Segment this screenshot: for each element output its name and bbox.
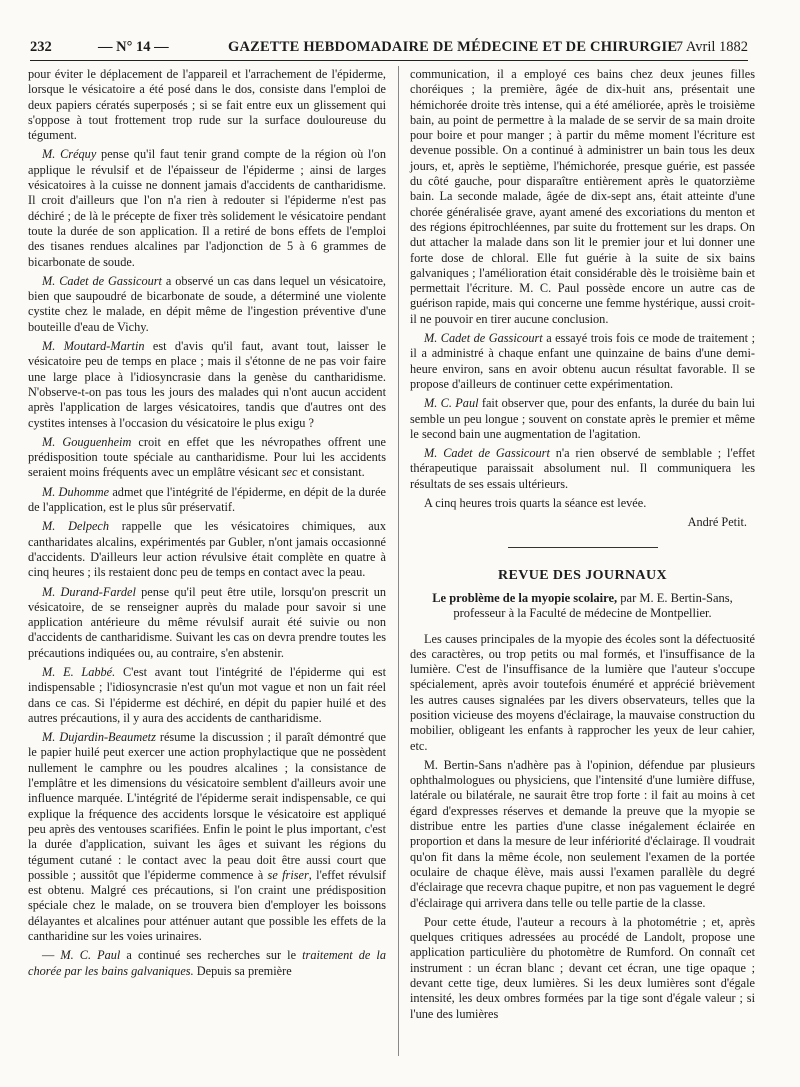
- paragraph: [28, 519, 386, 580]
- speaker-name: M. C. Paul: [424, 396, 479, 411]
- speaker-name: M. Durand-Fardel: [42, 584, 136, 599]
- paragraph: [410, 331, 755, 392]
- paragraph: [28, 585, 386, 661]
- paragraph: Les causes principales de la myopie des écoles sont la défectuosité des caractères, ou trop petits ou mal formés, et l'insuffisance de la lumière. C'est de l'insuffisance de la lumière que l'auteur s'occupe spécialement, après avoir toutefois énuméré et apprécié brièvement les autres causes signalées par les divers observateurs, telles que la position vicieuse des moyens d'éclairage, la mauvaise construction du mobilier, obligeant les enfants à rapprocher les yeux de leur cahier, etc.: [410, 631, 755, 753]
- paragraph: [410, 396, 755, 442]
- journal-title: GAZETTE HEBDOMADAIRE DE MÉDECINE ET DE CHIRURGIE: [228, 39, 678, 55]
- paragraph: [28, 665, 386, 726]
- section-divider: [508, 547, 658, 548]
- paragraph: [28, 730, 386, 944]
- paragraph: [28, 274, 386, 335]
- paragraph-text: pense qu'il peut être utile, lorsqu'on prescrit un vésicatoire, de se renseigner auprès du malade pour savoir si une application antérieure du même révulsif aurait été suivie ou non d'accidents de cantharidisme. Suivant les cas on devra prendre toutes les précautions indiquées ou, au contraire, s'en abstenir.: [28, 584, 387, 660]
- emphasis-text: sec: [281, 465, 298, 480]
- dash: —: [42, 948, 61, 963]
- paragraph-text: résume la discussion ; il paraît démontré que le papier huilé peut exercer une action prophylactique que ne possèdent nullement le camphre ou les poudres alcalines ; la consistance de l'emplâtre et les dimensions du vésicatoire semblent d'ailleurs avoir une influence marquée. L'intégrité de l'épiderme serait indispensable, ce qui explique la fréquence des accidents lorsque le vésicatoire est appliqué peu après des ventouses scarifiées. Enfin le point le plus important, c'est la durée d'application, suivant les âges et suivant les régions du tégument cutané : le contact avec la peau doit être aussi court que possible ; aussitôt que l'épiderme commence à: [28, 730, 387, 882]
- running-header: [30, 38, 748, 61]
- right-column: [410, 67, 755, 1026]
- speaker-name: M. Dujardin-Beaumetz: [42, 730, 156, 745]
- issue-date: 7 Avril 1882: [675, 39, 748, 55]
- paragraph-text: pense qu'il faut tenir grand compte de la région où l'on applique le révulsif et de l'épaisseur de l'épiderme ; ainsi de larges vésicatoires à la cuisse ne donnent jamais d'accidents de cantharidisme. Il croit d'ailleurs que l'on n'a rien à redouter si l'épiderme n'est pas déchiré ; de là le précepte de fixer très solidement le vésicatoire pendant toute la durée de son application. Il a retiré de bons effets de l'emploi des tisanes rendues alcalines par l'adjonction de 5 à 6 grammes de bicarbonate de soude.: [28, 147, 386, 269]
- speaker-name: M. Moutard-Martin: [42, 339, 145, 354]
- paragraph: [28, 147, 386, 269]
- paragraph-text: a observé un cas dans lequel un vésicatoire, bien que saupoudré de bicarbonate de soude, a déterminé une violente cystite chez le malade, en dépit même de l'ingestion préventive d'une bouteille d'eau de Vichy.: [28, 273, 386, 334]
- paragraph: M. Bertin-Sans n'adhère pas à l'opinion, défendue par plusieurs ophthalmologues ou physiciens, que l'intensité d'une lumière diffuse, latérale ou bilatérale, ne saurait être trop forte : il fait au moins à cet égard d'expresses réserves et demande la preuve que la myopie se distribue entre les parties d'une classe inégalement éclairée en proportion et dans la mesure de leur infériorité d'éclairage. Il voudrait qu'on fit dans la même école, non seulement l'examen de la portée oculaire de chaque élève, mais aussi l'examen parallèle du degré d'éclairage que recevra chaque pupitre, et non pas vaguement le degré d'éclairage qui arrivera dans telle ou telle partie de la classe.: [410, 757, 755, 910]
- section-title: REVUE DES JOURNAUX: [498, 567, 667, 583]
- paragraph-text: croit en effet que les névropathes offrent une prédisposition toute spéciale au cantharidisme. Pour lui les accidents seraient moins fréquents avec un emplâtre vésicant: [28, 434, 386, 480]
- issue-number: — N° 14 —: [98, 39, 169, 55]
- speaker-name: M. Duhomme: [42, 484, 110, 499]
- paragraph: [28, 339, 386, 431]
- paragraph: [28, 485, 386, 516]
- paragraph-text: , l'effet révulsif est obtenu. Malgré ces précautions, si l'on craint une prédisposition spéciale chez le malade, on se trouvera bien d'employer les boissons délayantes et alcalines pour atténuer autant que possible les effets de la cantharidine sur les voies urinaires.: [28, 867, 387, 944]
- paragraph: pour éviter le déplacement de l'appareil et l'arrachement de l'épiderme, lorsque le vésicatoire a été posé dans le dos, consiste dans l'emploi de deux papiers cératés superposés ; si se fait entre eux un glissement qui s'oppose à tout frottement trop rude sur la surface douloureuse du tégument.: [28, 67, 386, 143]
- speaker-name: M. E. Labbé.: [42, 664, 116, 679]
- paragraph: [28, 948, 386, 979]
- emphasis-text: se friser: [267, 867, 309, 882]
- paragraph-text: rappelle que les vésicatoires chimiques, aux cantharidates alcalins, expérimentés par Gubler, n'ont jamais occasionné d'accidents. D'ailleurs leur action révulsive était complète en quatre à cinq heures ; ils restaient donc peu de temps en contact avec la peau.: [28, 519, 386, 580]
- article-heading: [410, 591, 755, 622]
- signature: André Petit.: [687, 515, 747, 530]
- paragraph-text: admet que l'intégrité de l'épiderme, en dépit de la durée de l'application, est le plus sûr préservatif.: [28, 484, 386, 515]
- speaker-name: M. Cadet de Gassicourt: [42, 273, 162, 288]
- paragraph-text: et consistant.: [297, 465, 365, 480]
- paragraph-text: a essayé trois fois ce mode de traitement ; il a administré à chaque enfant une quinzaine de bains d'une demi-heure environ, sans en avoir obtenu aucun résultat favorable. Il se propose d'ailleurs de continuer cette expérimentation.: [410, 331, 755, 391]
- paragraph-text: Depuis sa première: [193, 963, 292, 978]
- paragraph-text: C'est avant tout l'intégrité de l'épiderme qui est indispensable ; l'idiosyncrasie n'est qu'un mot vague et non un fait réel dans ce cas. Si l'épiderme est déchiré, en dépit du papier huilé et des autres précautions, il y aura des accidents de cantharidisme.: [28, 664, 386, 725]
- paragraph-text: est d'avis qu'il faut, avant tout, laisser le vésicatoire peu de temps en place ; mais il s'étonne de ne pas voir faire une large place à l'idiosyncrasie dans la genèse du cantharidisme. N'observe-t-on pas tous les jours des malades qui n'ont aucun accident après l'application de larges vésicatoires, tandis que d'autres ont des cystites intenses à l'occasion du vésicatoire le plus exigu ?: [28, 339, 386, 430]
- speaker-name: M. Gouguenheim: [42, 434, 132, 449]
- speaker-name: M. Cadet de Gassicourt: [424, 446, 550, 461]
- paragraph-text: n'a rien observé de semblable ; l'effet thérapeutique paraissait absolument nul. Il communiquera les résultats de ses essais ultérieurs.: [410, 446, 755, 491]
- left-column: [28, 67, 386, 983]
- paragraph: [410, 446, 755, 492]
- article-byline: par M. E. Bertin-Sans, professeur à la Faculté de médecine de Montpellier.: [453, 590, 733, 621]
- speaker-name: M. C. Paul: [60, 948, 121, 963]
- paragraph-text: a continué ses recherches sur le: [120, 948, 303, 963]
- speaker-name: M. Delpech: [42, 519, 110, 534]
- paragraph: communication, il a employé ces bains chez deux jeunes filles choréiques ; la première, âgée de dix-huit ans, présentait une hémichorée droite très intense, qui a été améliorée, après le troisième bain, au point de permettre à la malade de se servir de sa main droite pour boire et pour manger ; à partir du même moment l'écriture est devenue possible. On a continué à administrer un bain tous les deux jours, et, après le septième, l'hémichorée, presque guérie, est passée du côté gauche, pour disparaître entièrement après le quatorzième bain. La seconde malade, âgée de dix-sept ans, était atteinte d'une chorée généralisée grave, ayant amené des excoriations du menton et des régions épitrochléennes, par suite du frottement sur les draps. On dut attacher la malade dans son lit le premier jour et lui donner une forte dose de chloral. Elle fut guérie à la suite de six bains galvaniques ; l'amélioration était considérable dès le troisième bain et permettait l'écriture. M. C. Paul possède encore un autre cas de guérison rapide, mais qui concerne une femme hystérique, aussi croit-il ne pouvoir en tirer aucune conclusion.: [410, 67, 755, 326]
- emphasis-text: traitement de la chorée par les bains galvaniques.: [28, 948, 386, 978]
- paragraph-text: fait observer que, pour des enfants, la durée du bain lui semble un peu longue ; souvent on constate après le premier et même le second bain une augmentation de l'agitation.: [410, 396, 756, 441]
- paragraph: A cinq heures trois quarts la séance est levée.: [424, 496, 647, 511]
- speaker-name: M. Créquy: [42, 147, 97, 162]
- paragraph: Pour cette étude, l'auteur a recours à la photométrie ; et, après quelques critiques adressées au procédé de Landolt, propose une application particulière du photomètre de Rumford. On connaît cet instrument : un écran blanc ; devant cet écran, une tige opaque ; devant cette tige, deux lumières. Si les deux lumières sont d'égale intensité, les deux ombres formées par la tige sont d'égale valeur ; si l'une des lumières: [410, 914, 755, 1021]
- column-divider: [398, 66, 399, 1056]
- speaker-name: M. Cadet de Gassicourt: [424, 331, 543, 346]
- page-number: 232: [30, 39, 52, 55]
- article-title: Le problème de la myopie scolaire,: [432, 590, 618, 605]
- paragraph: [28, 435, 386, 481]
